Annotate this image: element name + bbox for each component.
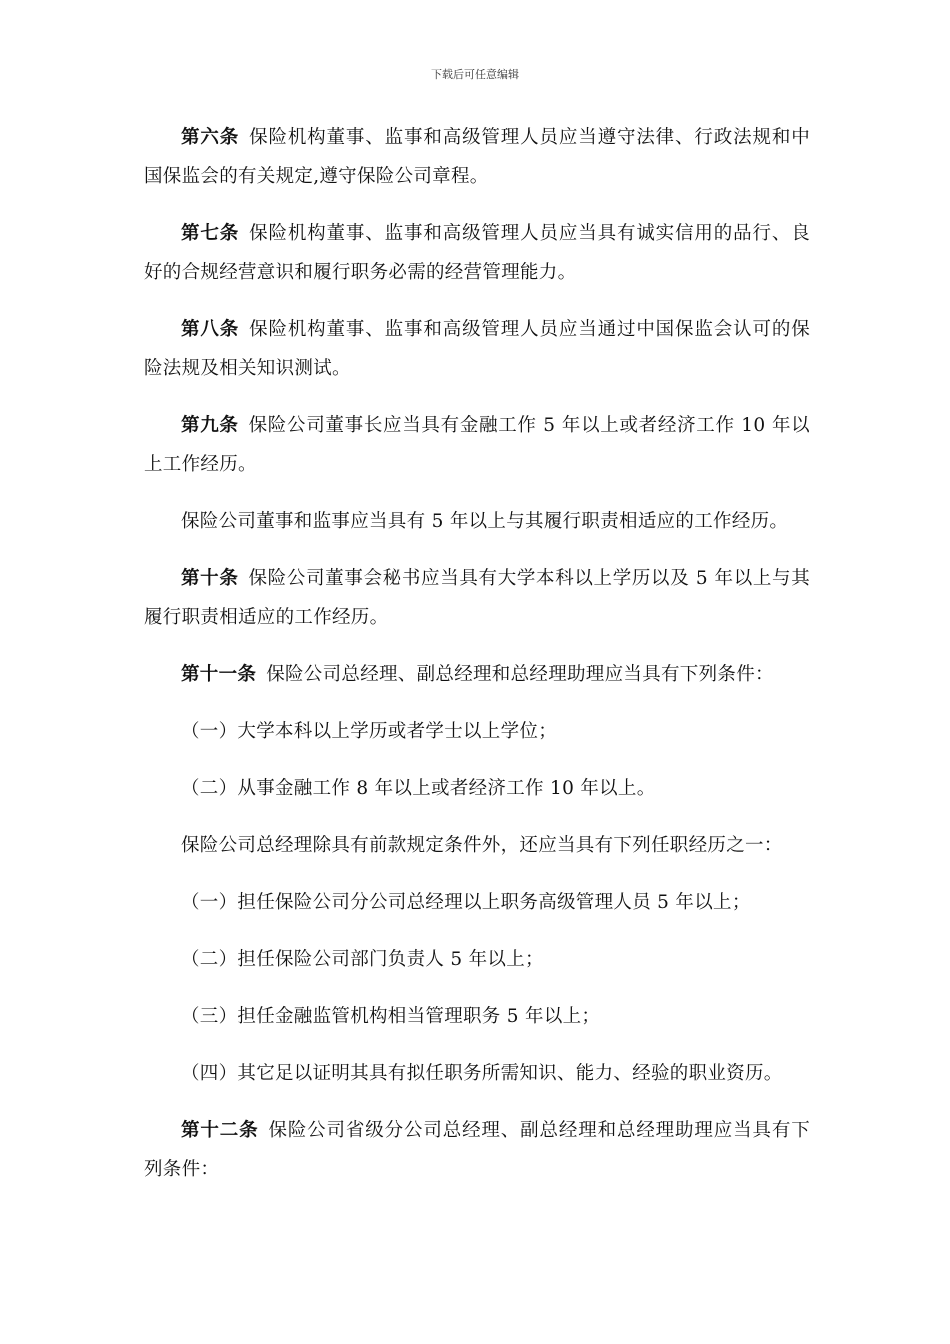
list-item bbox=[144, 883, 810, 922]
article-text: 保险机构董事、监事和高级管理人员应当遵守法律、行政法规和中国保监会的有关规定,遵守保险公司章程。 bbox=[144, 127, 811, 187]
article-number: 第八条 bbox=[181, 319, 240, 340]
article-number: 第九条 bbox=[181, 415, 239, 436]
article-number: 第六条 bbox=[181, 127, 240, 148]
article-text: 保险机构董事、监事和高级管理人员应当具有诚实信用的品行、良好的合规经营意识和履行职务必需的经营管理能力。 bbox=[144, 223, 811, 283]
list-item-text: （三）担任金融监管机构相当管理职务 5 年以上； bbox=[181, 1006, 601, 1027]
article-9 bbox=[144, 406, 810, 484]
article-9-paragraph-2 bbox=[144, 502, 810, 541]
article-number: 第十二条 bbox=[181, 1120, 259, 1141]
list-item bbox=[144, 1054, 810, 1093]
list-item-text: （二）从事金融工作 8 年以上或者经济工作 10 年以上。 bbox=[181, 778, 656, 799]
article-12 bbox=[144, 1111, 810, 1189]
article-text: 保险公司董事长应当具有金融工作 5 年以上或者经济工作 10 年以上工作经历。 bbox=[144, 415, 810, 475]
list-item bbox=[144, 997, 810, 1036]
list-item bbox=[144, 712, 810, 751]
article-text: 保险机构董事、监事和高级管理人员应当通过中国保监会认可的保险法规及相关知识测试。 bbox=[144, 319, 811, 379]
article-7 bbox=[144, 214, 810, 292]
article-number: 第十一条 bbox=[181, 664, 257, 685]
list-item bbox=[144, 769, 810, 808]
article-10 bbox=[144, 559, 810, 637]
list-item bbox=[144, 940, 810, 979]
article-number: 第十条 bbox=[181, 568, 239, 589]
paragraph-text: 保险公司总经理除具有前款规定条件外，还应当具有下列任职经历之一： bbox=[181, 835, 783, 856]
article-text: 保险公司董事会秘书应当具有大学本科以上学历以及 5 年以上与其履行职责相适应的工作经历。 bbox=[144, 568, 810, 628]
document-body bbox=[144, 118, 810, 1207]
article-6 bbox=[144, 118, 810, 196]
list-item-text: （一）大学本科以上学历或者学士以上学位； bbox=[181, 721, 558, 742]
article-text: 保险公司省级分公司总经理、副总经理和总经理助理应当具有下列条件： bbox=[144, 1120, 811, 1180]
page-header: 下载后可任意编辑 bbox=[431, 68, 519, 81]
list-item-text: （二）担任保险公司部门负责人 5 年以上； bbox=[181, 949, 544, 970]
list-item-text: （四）其它足以证明其具有拟任职务所需知识、能力、经验的职业资历。 bbox=[181, 1063, 783, 1084]
list-item-text: （一）担任保险公司分公司总经理以上职务高级管理人员 5 年以上； bbox=[181, 892, 751, 913]
article-8 bbox=[144, 310, 810, 388]
article-11-paragraph-2 bbox=[144, 826, 810, 865]
article-number: 第七条 bbox=[181, 223, 240, 244]
article-11 bbox=[144, 655, 810, 694]
article-text: 保险公司总经理、副总经理和总经理助理应当具有下列条件： bbox=[266, 664, 774, 685]
paragraph-text: 保险公司董事和监事应当具有 5 年以上与其履行职责相适应的工作经历。 bbox=[181, 511, 789, 532]
